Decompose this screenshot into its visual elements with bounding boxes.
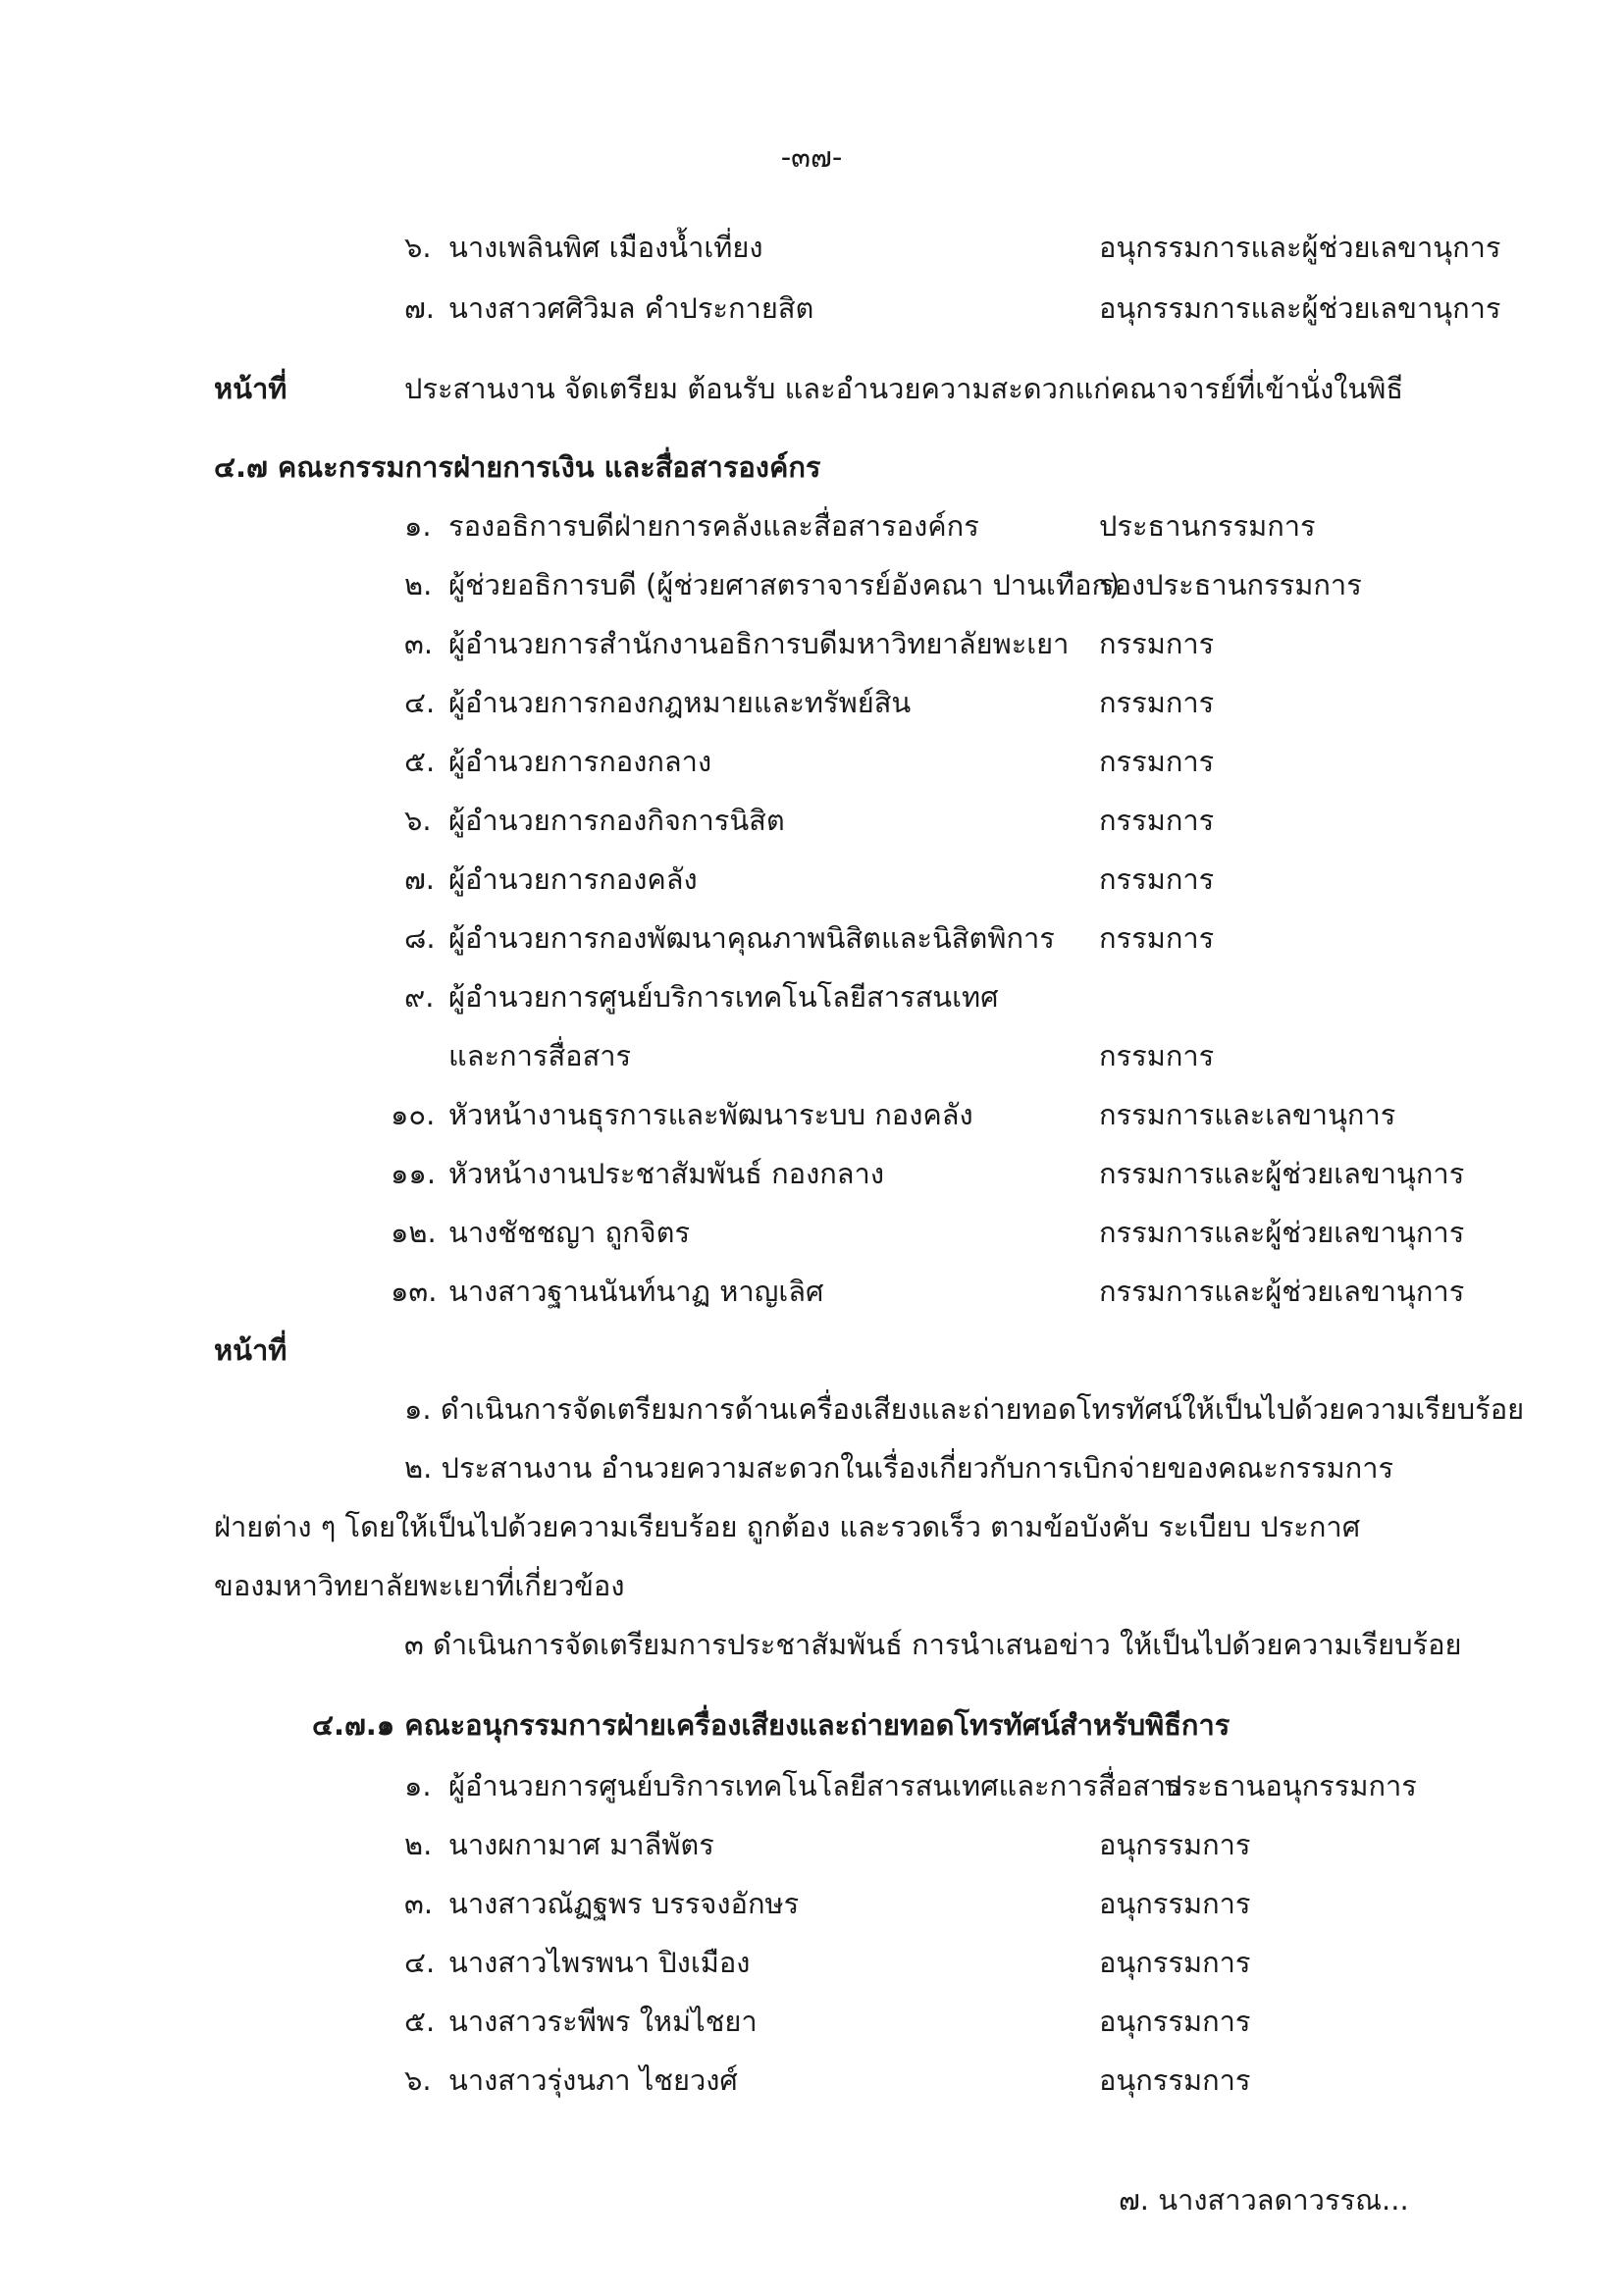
member-role: อนุกรรมการ (1099, 2005, 1251, 2038)
member-number: ๗. (404, 291, 436, 325)
member-name: ผู้อำนวยการกองกิจการนิสิต (448, 804, 785, 837)
member-role: อนุกรรมการและผู้ช่วยเลขานุการ (1099, 291, 1501, 325)
member-number: ๑๑. (391, 1157, 437, 1190)
member-role: กรรมการและผู้ช่วยเลขานุการ (1099, 1275, 1465, 1308)
member-role: กรรมการและเลขานุการ (1099, 1098, 1396, 1131)
duty-item-continued: ฝ่ายต่าง ๆ โดยให้เป็นไปด้วยความเรียบร้อย ถูกต้อง และรวดเร็ว ตามข้อบังคับ ระเบียบ ประกาศ (214, 1510, 1361, 1543)
member-name: นางสาวศศิวิมล คำประกายสิต (448, 291, 814, 325)
member-number: ๑๐. (391, 1098, 436, 1131)
member-role: ประธานอนุกรรมการ (1164, 1769, 1417, 1802)
duty-text: ประสานงาน จัดเตรียม ต้อนรับ และอำนวยความสะดวกแก่คณาจารย์ที่เข้านั่งในพิธี (404, 372, 1404, 405)
member-number: ๘. (404, 921, 436, 955)
member-number: ๑๓. (391, 1275, 438, 1308)
member-number: ๕. (404, 2005, 436, 2038)
member-number: ๒. (404, 568, 433, 601)
member-name: นางผกามาศ มาลีพัตร (448, 1828, 714, 1861)
member-number: ๖. (404, 804, 432, 837)
member-name: ผู้อำนวยการศูนย์บริการเทคโนโลยีสารสนเทศ (448, 980, 999, 1014)
member-role: อนุกรรมการ (1099, 1946, 1251, 1979)
member-name: ผู้อำนวยการกองกลาง (448, 745, 712, 778)
duty-item: ๒. ประสานงาน อำนวยความสะดวกในเรื่องเกี่ยวกับการเบิกจ่ายของคณะกรรมการ (404, 1451, 1394, 1485)
duty-item: ๓ ดำเนินการจัดเตรียมการประชาสัมพันธ์ การนำเสนอข่าว ให้เป็นไปด้วยความเรียบร้อย (404, 1628, 1462, 1661)
member-number: ๔. (404, 686, 436, 719)
member-number: ๙. (404, 980, 435, 1014)
member-name: ผู้อำนวยการกองกฎหมายและทรัพย์สิน (448, 686, 912, 719)
member-number: ๖. (404, 2063, 432, 2097)
member-role: กรรมการ (1099, 627, 1215, 660)
member-role: อนุกรรมการ (1099, 1887, 1251, 1920)
member-role: กรรมการ (1099, 804, 1215, 837)
duty-item: ๑. ดำเนินการจัดเตรียมการด้านเครื่องเสียงและถ่ายทอดโทรทัศน์ให้เป็นไปด้วยความเรียบร้อย (404, 1392, 1525, 1426)
duty-label: หน้าที่ (214, 372, 288, 405)
member-number: ๓. (404, 627, 434, 660)
continuation-text: ๗. นางสาวลดาวรรณ... (1119, 2183, 1409, 2217)
member-number: ๖. (404, 231, 432, 264)
member-name: ผู้อำนวยการกองคลัง (448, 862, 698, 896)
section-heading: ๔.๗ คณะกรรมการฝ่ายการเงิน และสื่อสารองค์กร (214, 450, 821, 484)
member-name: รองอธิการบดีฝ่ายการคลังและสื่อสารองค์กร (448, 509, 979, 543)
member-number: ๓. (404, 1887, 434, 1920)
member-role: กรรมการ (1099, 921, 1215, 955)
member-name: นางสาวฐานนันท์นาฏ หาญเลิศ (448, 1275, 824, 1308)
member-name: ผู้ช่วยอธิการบดี (ผู้ช่วยศาสตราจารย์อังคณา ปานเทือก) (448, 568, 1121, 601)
member-name: นางชัชชญา ถูกจิตร (448, 1216, 691, 1249)
member-number: ๔. (404, 1946, 436, 1979)
member-role: กรรมการและผู้ช่วยเลขานุการ (1099, 1157, 1465, 1190)
member-name: หัวหน้างานประชาสัมพันธ์ กองกลาง (448, 1157, 885, 1190)
member-number: ๕. (404, 745, 436, 778)
member-role: กรรมการ (1099, 686, 1215, 719)
member-role: กรรมการ (1099, 745, 1215, 778)
member-role: อนุกรรมการและผู้ช่วยเลขานุการ (1099, 231, 1501, 264)
member-name-continued: และการสื่อสาร (448, 1039, 632, 1072)
member-number: ๑. (404, 509, 432, 543)
page-number: -๓๗- (780, 140, 843, 174)
member-name: นางสาวณัฏฐพร บรรจงอักษร (448, 1887, 800, 1920)
member-name: ผู้อำนวยการสำนักงานอธิการบดีมหาวิทยาลัยพะเยา (448, 627, 1070, 660)
member-number: ๗. (404, 862, 436, 896)
member-role: อนุกรรมการ (1099, 1828, 1251, 1861)
member-name: หัวหน้างานธุรการและพัฒนาระบบ กองคลัง (448, 1098, 973, 1131)
member-name: นางเพลินพิศ เมืองน้ำเที่ยง (448, 231, 763, 264)
duty-label: หน้าที่ (214, 1333, 288, 1367)
member-role: กรรมการและผู้ช่วยเลขานุการ (1099, 1216, 1465, 1249)
member-number: ๑. (404, 1769, 432, 1802)
member-role: รองประธานกรรมการ (1099, 568, 1362, 601)
subsection-heading: ๔.๗.๑ คณะอนุกรรมการฝ่ายเครื่องเสียงและถ่ายทอดโทรทัศน์สำหรับพิธีการ (312, 1708, 1230, 1742)
duty-item-continued: ของมหาวิทยาลัยพะเยาที่เกี่ยวข้อง (214, 1569, 625, 1602)
member-number: ๑๒. (391, 1216, 437, 1249)
member-role: กรรมการ (1099, 1039, 1215, 1072)
member-role: อนุกรรมการ (1099, 2063, 1251, 2097)
member-role: ประธานกรรมการ (1099, 509, 1316, 543)
member-name: ผู้อำนวยการกองพัฒนาคุณภาพนิสิตและนิสิตพิการ (448, 921, 1055, 955)
member-name: นางสาวรุ่งนภา ไชยวงศ์ (448, 2063, 738, 2097)
member-name: ผู้อำนวยการศูนย์บริการเทคโนโลยีสารสนเทศและการสื่อสาร (448, 1769, 1181, 1802)
member-name: นางสาวระพีพร ใหม่ไชยา (448, 2005, 758, 2038)
member-number: ๒. (404, 1828, 433, 1861)
member-role: กรรมการ (1099, 862, 1215, 896)
member-name: นางสาวไพรพนา ปิงเมือง (448, 1946, 751, 1979)
